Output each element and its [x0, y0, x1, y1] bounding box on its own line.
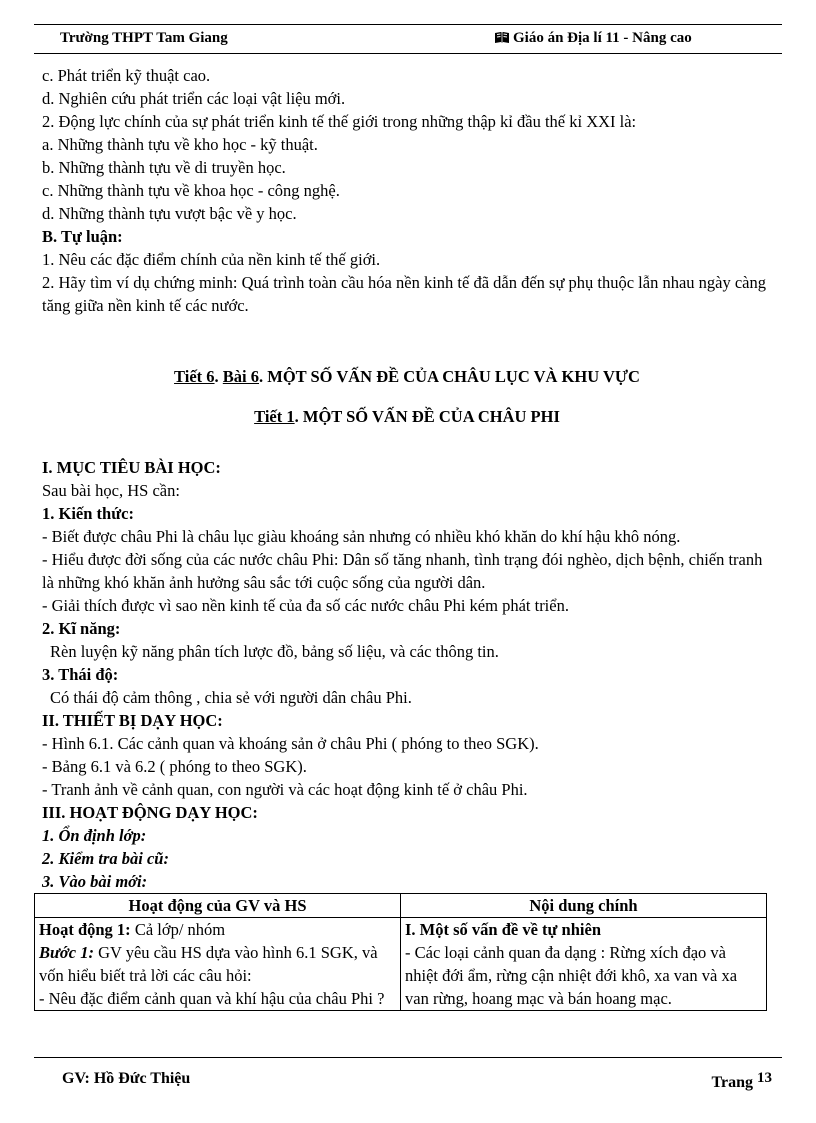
- tu-luan-heading: B. Tự luận:: [42, 227, 123, 246]
- period-title: [42, 405, 772, 428]
- content-cell: [401, 918, 767, 1011]
- lesson-tiet: Tiết 6: [174, 367, 215, 386]
- answer-d-line: d. Những thành tựu vượt bậc về y học.: [42, 204, 297, 223]
- page-label: Trang: [711, 1074, 753, 1091]
- page-footer: [34, 1057, 782, 1098]
- table-row: [35, 918, 767, 1011]
- step-heading: 2. Kiểm tra bài cũ:: [42, 849, 169, 868]
- option-c-line: c. Phát triển kỹ thuật cao.: [42, 66, 211, 85]
- course-title-group: [494, 30, 692, 49]
- knowledge-heading: 1. Kiến thức:: [42, 504, 134, 523]
- step-label: Bước 1:: [39, 943, 94, 962]
- step-text: GV yêu cầu HS dựa vào hình 6.1 SGK, và vốn hiểu biết trả lời các câu hỏi:: [39, 943, 378, 985]
- section-1-heading: I. MỤC TIÊU BÀI HỌC:: [42, 458, 221, 477]
- answer-c-line: c. Những thành tựu về khoa học - công nghệ.: [42, 181, 340, 200]
- knowledge-item: - Biết được châu Phi là châu lục giàu khoáng sản nhưng có nhiều khó khăn do khí hậu khô nóng.: [42, 527, 681, 546]
- page-indicator: [712, 1070, 772, 1092]
- period-title-text: . MỘT SỐ VẤN ĐỀ CỦA CHÂU PHI: [294, 407, 560, 426]
- content-heading: I. Một số vấn đề về tự nhiên: [405, 920, 601, 939]
- question-2-line: 2. Động lực chính của sự phát triển kinh tế thế giới trong những thập kỉ đầu thế kỉ XXI là:: [42, 112, 637, 131]
- lesson-title-text: . MỘT SỐ VẤN ĐỀ CỦA CHÂU LỤC VÀ KHU VỰC: [259, 367, 640, 386]
- activity-question: - Nêu đặc điểm cảnh quan và khí hậu của châu Phi ?: [39, 989, 385, 1008]
- skills-text: Rèn luyện kỹ năng phân tích lược đồ, bảng số liệu, và các thông tin.: [50, 642, 499, 661]
- option-d-line: d. Nghiên cứu phát triển các loại vật liệu mới.: [42, 89, 346, 108]
- teacher-name: GV: Hồ Đức Thiệu: [62, 1070, 191, 1087]
- col-header-activities: Hoạt động của GV và HS: [35, 894, 401, 918]
- activity-label: Hoạt động 1:: [39, 920, 131, 939]
- school-name: Trường THPT Tam Giang: [60, 30, 228, 46]
- page-body: [39, 64, 772, 1011]
- step-heading: 1. Ổn định lớp:: [42, 826, 147, 845]
- page-number: 13: [757, 1070, 772, 1086]
- step-heading: 3. Vào bài mới:: [42, 872, 148, 891]
- activity-cell: [35, 918, 401, 1011]
- equipment-item: - Hình 6.1. Các cảnh quan và khoáng sản ở châu Phi ( phóng to theo SGK).: [42, 734, 539, 753]
- knowledge-item: - Hiểu được đời sống của các nước châu Phi: Dân số tăng nhanh, tình trạng đói nghèo, dịch bệnh, chiến tranh là những khó khăn ảnh hưởng sâu sắc tới cuộc sống của người dân.: [42, 550, 763, 592]
- activity-table: [34, 893, 767, 1011]
- knowledge-item: - Giải thích được vì sao nền kinh tế của đa số các nước châu Phi kém phát triển.: [42, 596, 569, 615]
- answer-b-line: b. Những thành tựu về di truyền học.: [42, 158, 286, 177]
- course-title: Giáo án Địa lí 11 - Nâng cao: [513, 30, 692, 46]
- equipment-item: - Tranh ảnh về cảnh quan, con người và các hoạt động kinh tế ở châu Phi.: [42, 780, 528, 799]
- answer-a-line: a. Những thành tựu về kho học - kỹ thuật.: [42, 135, 318, 154]
- section-3-heading: III. HOẠT ĐỘNG DẠY HỌC:: [42, 803, 258, 822]
- equipment-item: - Bảng 6.1 và 6.2 ( phóng to theo SGK).: [42, 757, 307, 776]
- tu-luan-question-1: 1. Nêu các đặc điểm chính của nền kinh tế thế giới.: [42, 250, 381, 269]
- skills-heading: 2. Kĩ năng:: [42, 619, 121, 638]
- period-tiet: Tiết 1: [254, 407, 295, 426]
- attitude-text: Có thái độ cảm thông , chia sẻ với người dân châu Phi.: [50, 688, 412, 707]
- book-icon: [494, 31, 510, 49]
- tu-luan-question-2: 2. Hãy tìm ví dụ chứng minh: Quá trình toàn cầu hóa nền kinh tế đã dẫn đến sự phụ thuộc lẫn nhau ngày càng tăng giữa nền kinh tế các nước.: [42, 273, 767, 315]
- lesson-title: [42, 365, 772, 388]
- attitude-heading: 3. Thái độ:: [42, 665, 119, 684]
- table-header-row: [35, 894, 767, 918]
- lesson-bai: Bài 6: [222, 367, 260, 386]
- content-text: - Các loại cảnh quan đa dạng : Rừng xích đạo và nhiệt đới ẩm, rừng cận nhiệt đới khô, xa van và xa van rừng, hoang mạc và bán hoang mạc.: [405, 943, 738, 1008]
- lesson-sep: .: [214, 367, 223, 386]
- section-2-heading: II. THIẾT BỊ DẠY HỌC:: [42, 711, 223, 730]
- section-1-intro: Sau bài học, HS cần:: [42, 481, 180, 500]
- col-header-content: Nội dung chính: [401, 894, 767, 918]
- activity-text: Cả lớp/ nhóm: [130, 920, 226, 939]
- page-header: [34, 24, 782, 54]
